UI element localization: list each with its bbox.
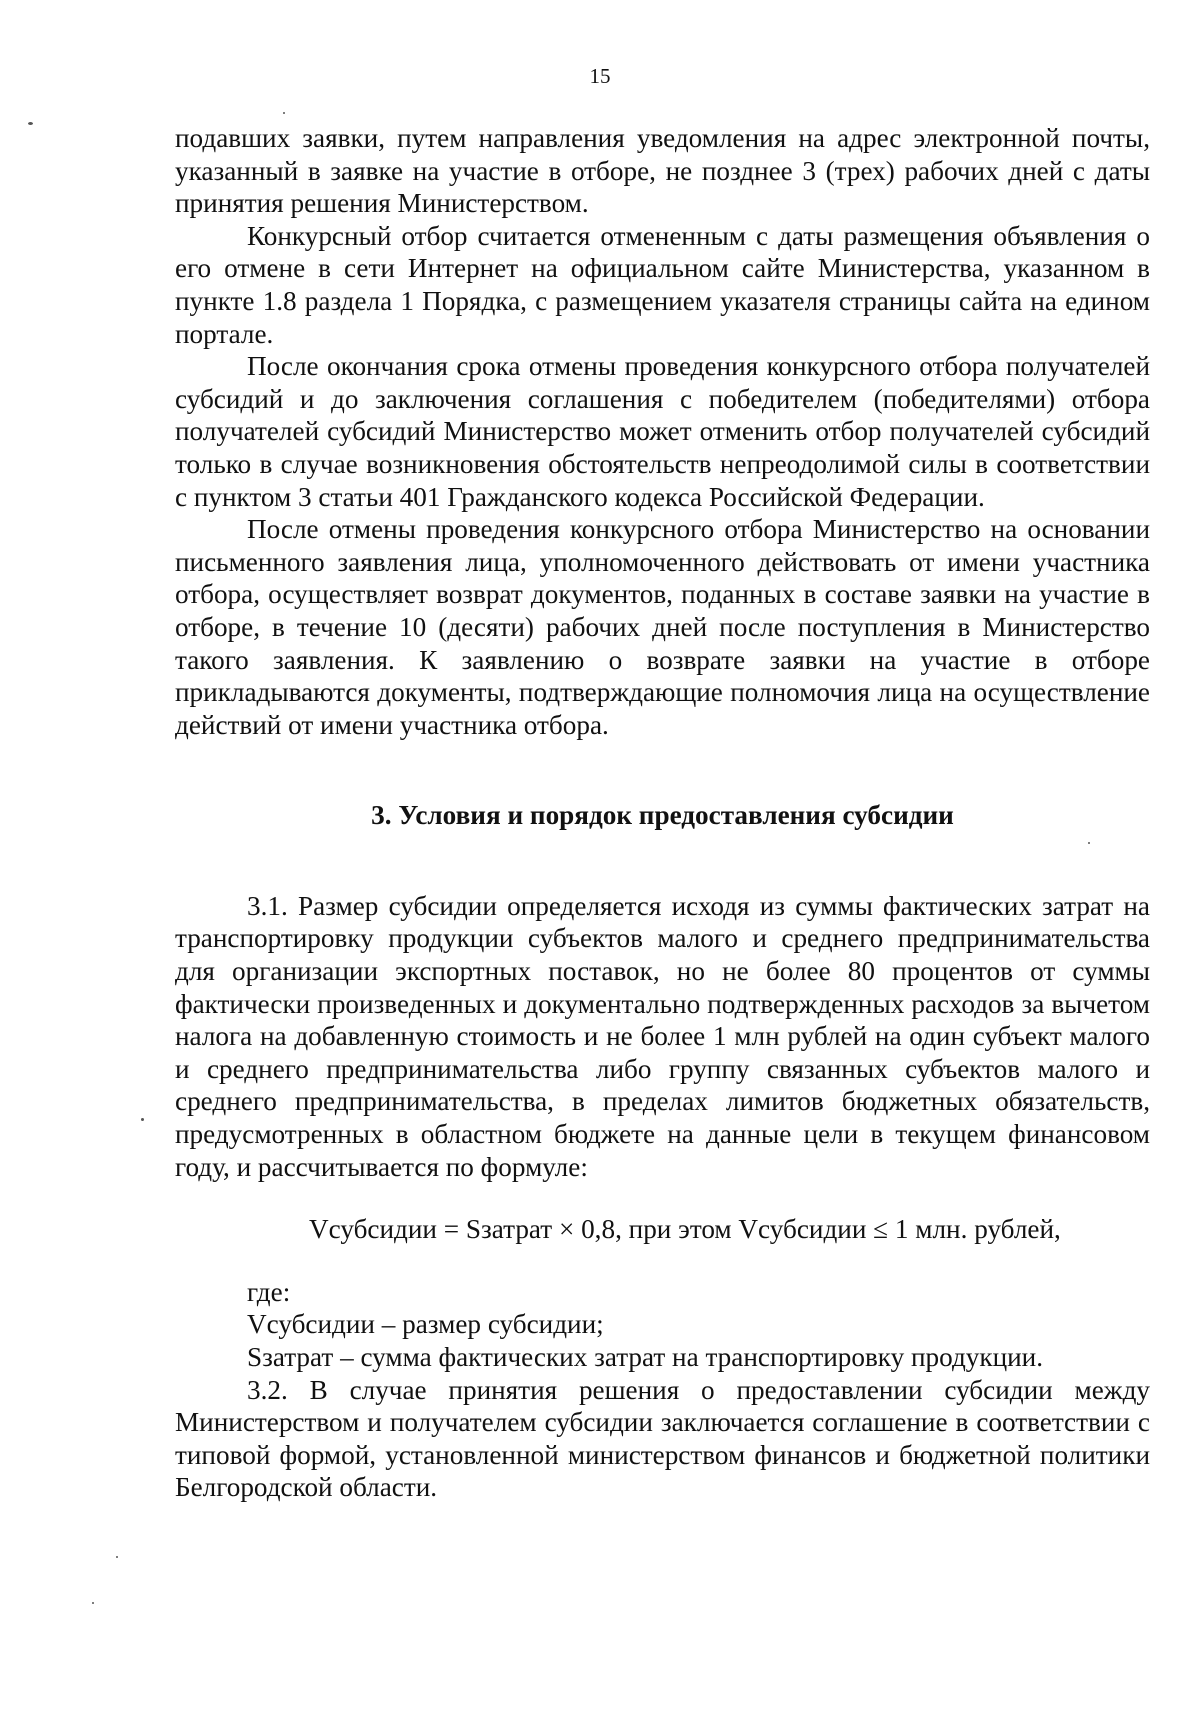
paragraph-document-return: После отмены проведения конкурсного отбора Министерство на основании письменного заявления лица, уполномоченного действовать от имени участника отбора, осуществляет возврат документов, поданных в составе заявки на участие в отборе, в течение 10 (десяти) рабочих дней после поступления в Министерство такого заявления. К заявлению о возврате заявки на участие в отборе прикладываются документы, подтверждающие полномочия лица на осуществление действий от имени участника отбора. [175, 514, 1150, 740]
section-heading: 3. Условия и порядок предоставления субсидии [371, 800, 954, 831]
paragraph-force-majeure: После окончания срока отмены проведения конкурсного отбора получателей субсидий и до заключения соглашения с победителем (победителями) отбора получателей субсидий Министерство может отменить отбор получателей субсидий только в случае возникновения обстоятельств непреодолимой силы в соответствии с пунктом 3 статьи 401 Гражданского кодекса Российской Федерации. [175, 351, 1150, 512]
scan-speck [116, 1556, 118, 1558]
where-item-s: Sзатрат – сумма фактических затрат на транспортировку продукции. [247, 1342, 1044, 1372]
scan-speck [1088, 842, 1090, 844]
clause-3-1: 3.1. Размер субсидии определяется исходя из суммы фактических затрат на транспортировку продукции субъектов малого и среднего предпринимательства для организации экспортных поставок, но не более 80 процентов от суммы фактически произведенных и документально подтвержденных расходов за вычетом налога на добавленную стоимость и не более 1 млн рублей на один субъект малого и среднего предпринимательства либо группу связанных субъектов малого и среднего предпринимательства, в пределах лимитов бюджетных обязательств, предусмотренных в областном бюджете на данные цели в текущем финансовом году, и рассчитывается по формуле: [175, 890, 1150, 1182]
where-label: где: [247, 1276, 291, 1307]
paragraph-cancellation-date: Конкурсный отбор считается отмененным с даты размещения объявления о его отмене в сети Интернет на официальном сайте Министерства, указанном в пункте 1.8 раздела 1 Порядка, с размещением указателя страницы сайта на едином портале. [175, 220, 1150, 349]
clause-3-2: 3.2. В случае принятия решения о предоставлении субсидии между Министерством и получателем субсидии заключается соглашение в соответствии с типовой формой, установленной министерством финансов и бюджетной политики Белгородской области. [175, 1374, 1150, 1503]
scan-speck [28, 122, 33, 125]
document-body [175, 122, 1150, 1504]
page-number: 15 [589, 64, 611, 88]
scan-speck [283, 112, 285, 114]
subsidy-formula: Vсубсидии = Sзатрат × 0,8, при этом Vсубсидии ≤ 1 млн. рублей, [309, 1214, 1061, 1245]
where-item-v: Vсубсидии – размер субсидии; [247, 1309, 604, 1340]
scan-speck [92, 1602, 94, 1604]
scan-speck [141, 1118, 144, 1121]
paragraph-continuation: подавших заявки, путем направления уведомления на адрес электронной почты, указанный в заявке на участие в отборе, не позднее 3 (трех) рабочих дней с даты принятия решения Министерством. [175, 123, 1150, 219]
